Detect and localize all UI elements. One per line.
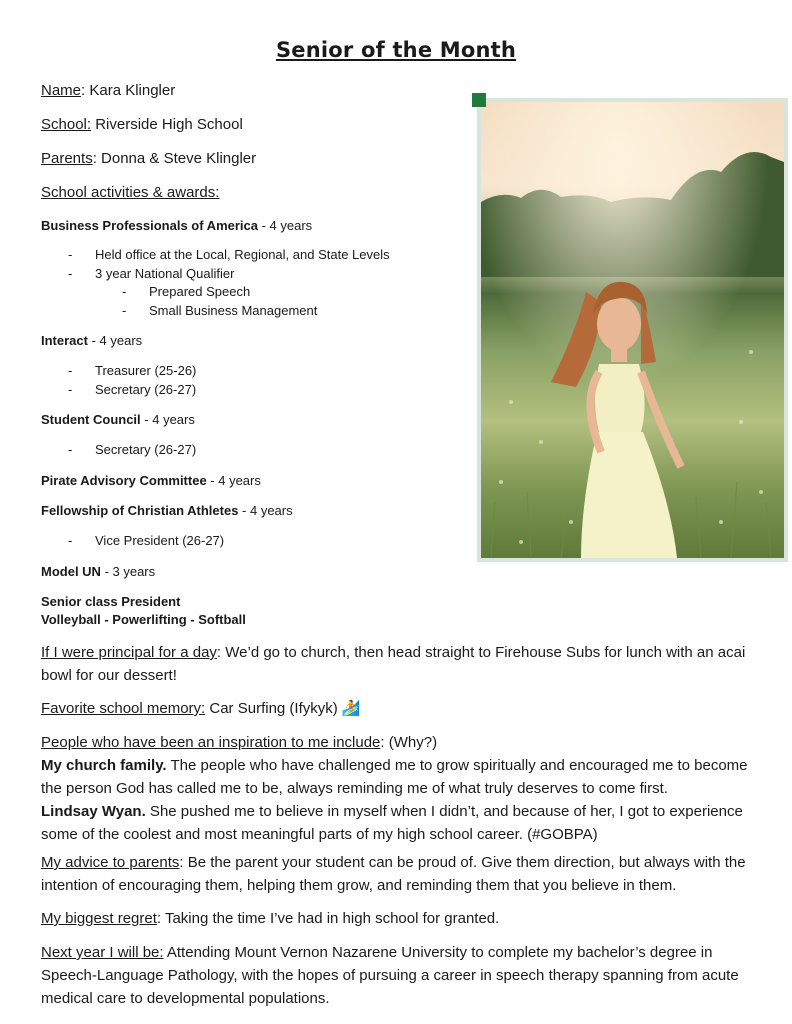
principal-label: If I were principal for a day <box>41 644 217 661</box>
memory-section <box>41 697 753 720</box>
senior-president: Senior class President <box>41 594 181 609</box>
next-year-section <box>41 941 753 1010</box>
list-item: - Secretary (26-27) <box>68 382 197 397</box>
activity-years: - 4 years <box>206 473 261 488</box>
parents-value: : Donna & Steve Klingler <box>92 150 257 167</box>
activity-years: - 4 years <box>258 218 313 233</box>
activity-years: - 4 years <box>87 333 143 348</box>
activity-bpa <box>41 218 312 233</box>
activity-name: Student Council <box>41 412 141 427</box>
list-item: - Held office at the Local, Regional, and State Levels <box>68 247 390 262</box>
list-item: - Prepared Speech <box>122 284 251 299</box>
principal-text: : We’d go to church, then head straight to Firehouse Subs for lunch with an acai bowl for our dessert! <box>41 644 746 684</box>
list-item: - Secretary (26-27) <box>68 442 197 457</box>
activity-years: - 3 years <box>100 564 156 579</box>
activity-name: Pirate Advisory Committee <box>41 473 207 488</box>
inspiration-label: People who have been an inspiration to me include <box>41 734 381 751</box>
inspiration-text-2: She pushed me to believe in myself when I didn’t, and because of her, I got to experience some of the coolest and most meaningful parts of my high school career. (#GOBPA) <box>41 803 743 843</box>
principal-section <box>41 641 753 687</box>
activity-name: Interact <box>41 333 88 348</box>
inspiration-section <box>41 731 753 846</box>
activity-pirate-advisory <box>41 473 261 488</box>
inspiration-person-2: Lindsay Wyan. <box>41 803 146 820</box>
parents-label: Parents <box>41 150 93 167</box>
activity-years: - 4 years <box>238 503 293 518</box>
photo-corner-accent <box>472 93 486 107</box>
inspiration-why: : (Why?) <box>380 734 438 751</box>
inspiration-text-1: The people who have challenged me to grow spiritually and encouraged me to become the person God has called me to be, always reminding me of what truly deserves to come first. <box>41 757 748 797</box>
list-item: - 3 year National Qualifier <box>68 266 235 281</box>
memory-label: Favorite school memory: <box>41 700 206 717</box>
school-value: Riverside High School <box>91 116 243 133</box>
memory-text: Car Surfing (Ifykyk) 🏄 <box>205 700 361 717</box>
name-field <box>41 82 175 99</box>
activities-heading: School activities & awards: <box>41 184 220 201</box>
senior-photo <box>477 98 788 562</box>
name-label: Name <box>41 82 82 99</box>
activity-model-un <box>41 564 155 579</box>
page-title: Senior of the Month <box>275 38 517 62</box>
activity-name: Model UN <box>41 564 101 579</box>
activity-name: Fellowship of Christian Athletes <box>41 503 239 518</box>
school-label: School: <box>41 116 92 133</box>
inspiration-person-1: My church family. <box>41 757 167 774</box>
advice-section <box>41 851 753 897</box>
regret-section <box>41 907 753 930</box>
activity-student-council <box>41 412 195 427</box>
activity-interact <box>41 333 142 348</box>
activity-fca <box>41 503 293 518</box>
list-item: - Treasurer (25-26) <box>68 363 197 378</box>
list-item: - Small Business Management <box>122 303 318 318</box>
regret-text: : Taking the time I’ve had in high school for granted. <box>156 910 500 927</box>
list-item: - Vice President (26-27) <box>68 533 225 548</box>
school-field <box>41 116 243 133</box>
activity-years: - 4 years <box>140 412 195 427</box>
photo-frame <box>477 98 788 562</box>
activity-name: Business Professionals of America <box>41 218 258 233</box>
advice-label: My advice to parents <box>41 854 180 871</box>
next-year-label: Next year I will be: <box>41 944 164 961</box>
name-value: : Kara Klingler <box>81 82 176 99</box>
advice-text: : Be the parent your student can be proud of. Give them direction, but always with the intention of encouraging them, helping them grow, and reminding them that you believe in them. <box>41 854 746 894</box>
next-year-text: Attending Mount Vernon Nazarene University to complete my bachelor’s degree in Speech-Language Pathology, with the hopes of pursuing a career in speech therapy spanning from acute medical care to developmental populations. <box>41 944 739 1007</box>
parents-field <box>41 150 256 167</box>
sports-line: Volleyball - Powerlifting - Softball <box>41 612 246 627</box>
regret-label: My biggest regret <box>41 910 157 927</box>
